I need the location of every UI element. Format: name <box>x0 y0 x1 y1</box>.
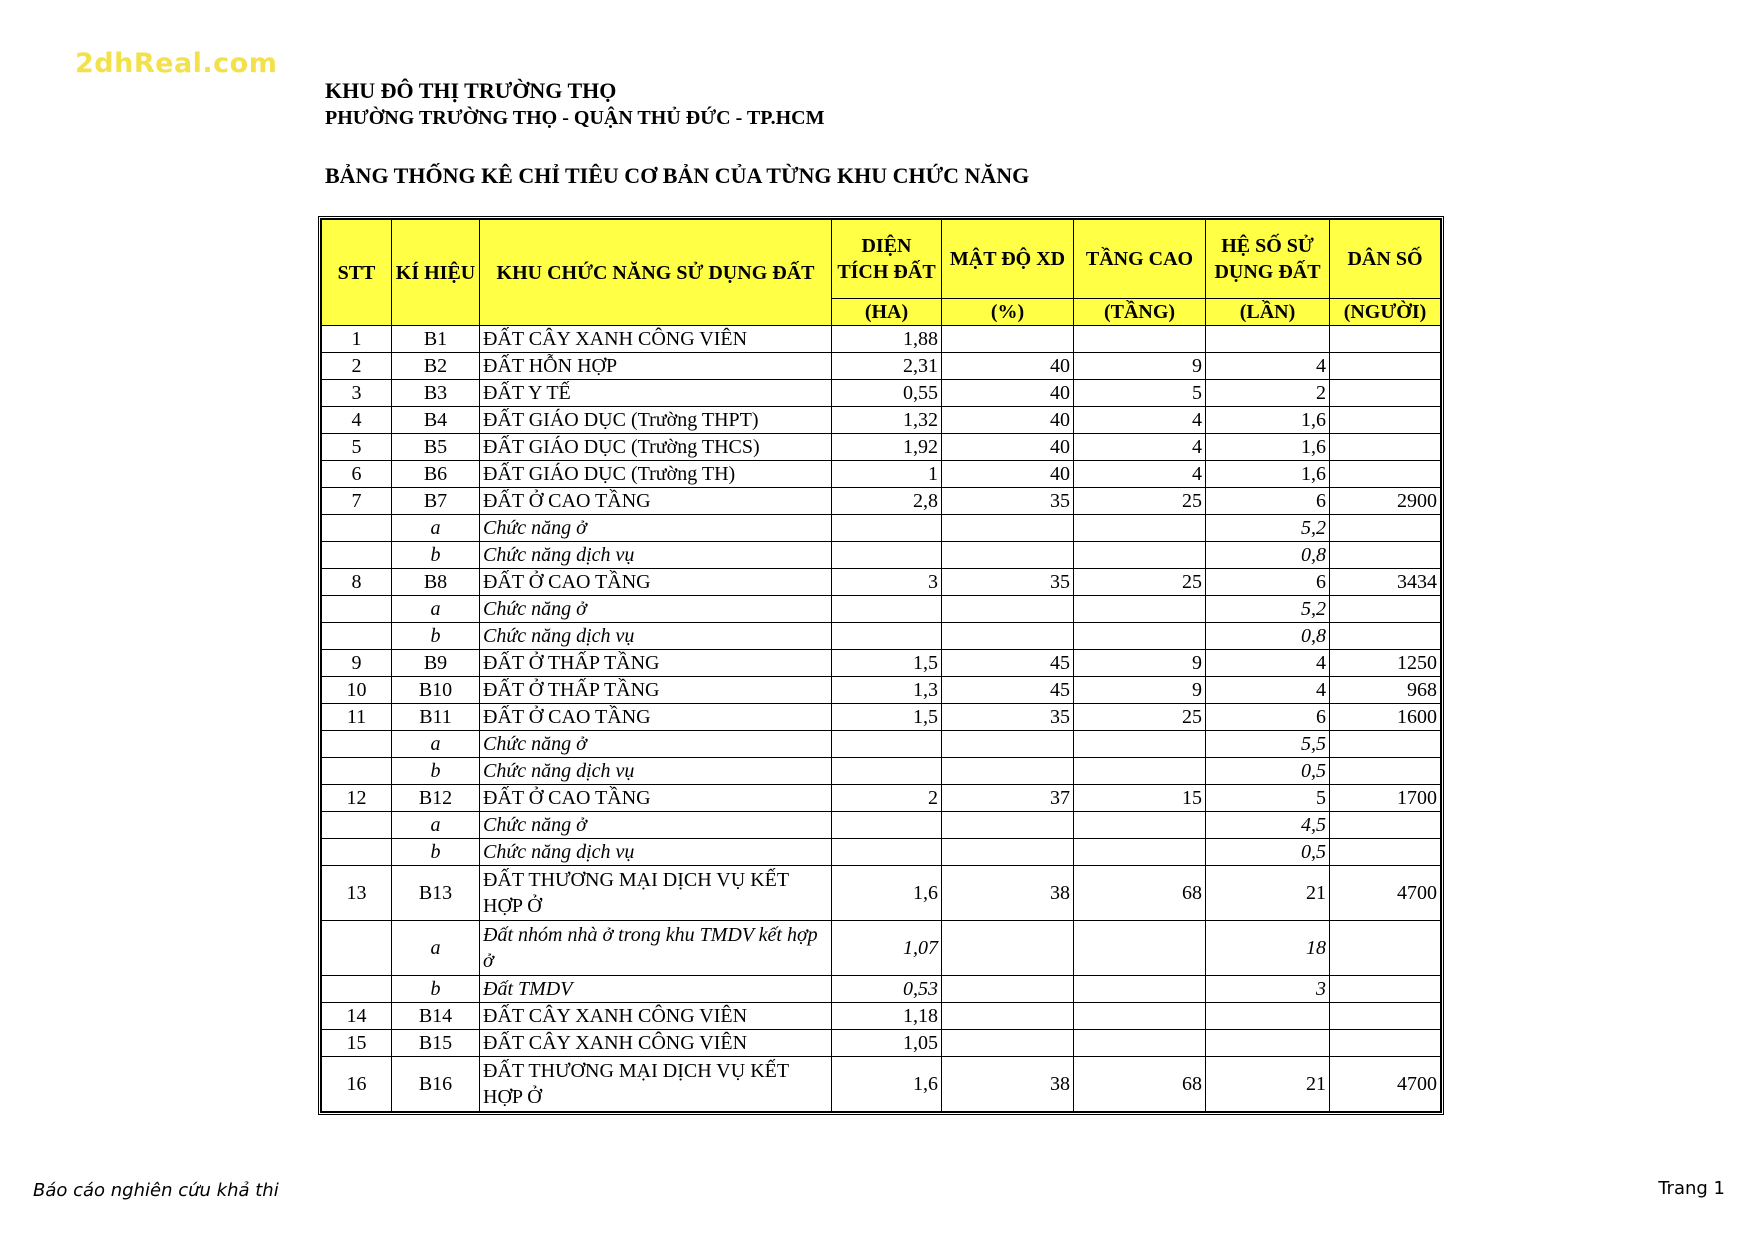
cell-khu-chuc-nang: ĐẤT Ở THẤP TẦNG <box>480 650 832 677</box>
cell-stt: 10 <box>322 677 392 704</box>
cell-tang-cao: 5 <box>1074 380 1206 407</box>
cell-dien-tich: 1,88 <box>832 326 942 353</box>
cell-khu-chuc-nang: ĐẤT GIÁO DỤC (Trường TH) <box>480 461 832 488</box>
cell-stt: 13 <box>322 866 392 921</box>
table-row <box>322 380 1441 407</box>
cell-dan-so <box>1330 353 1441 380</box>
cell-dien-tich <box>832 596 942 623</box>
cell-stt: 15 <box>322 1030 392 1057</box>
cell-dien-tich <box>832 623 942 650</box>
cell-he-so <box>1206 326 1330 353</box>
cell-he-so: 0,5 <box>1206 839 1330 866</box>
cell-tang-cao <box>1074 326 1206 353</box>
unit-tang-cao: (TẦNG) <box>1074 299 1206 326</box>
cell-tang-cao <box>1074 921 1206 976</box>
cell-dan-so <box>1330 839 1441 866</box>
cell-ki-hieu: a <box>392 731 480 758</box>
cell-khu-chuc-nang: Chức năng dịch vụ <box>480 623 832 650</box>
cell-mat-do: 35 <box>942 569 1074 596</box>
cell-ki-hieu: b <box>392 839 480 866</box>
cell-tang-cao <box>1074 812 1206 839</box>
cell-stt <box>322 758 392 785</box>
cell-he-so: 0,8 <box>1206 623 1330 650</box>
page-title: KHU ĐÔ THỊ TRƯỜNG THỌ <box>325 78 617 103</box>
table-subrow <box>322 839 1441 866</box>
cell-stt <box>322 812 392 839</box>
cell-ki-hieu: B14 <box>392 1003 480 1030</box>
cell-mat-do: 45 <box>942 677 1074 704</box>
cell-stt: 4 <box>322 407 392 434</box>
table-body <box>322 326 1441 1112</box>
cell-ki-hieu: B4 <box>392 407 480 434</box>
cell-mat-do: 38 <box>942 1057 1074 1112</box>
cell-mat-do: 40 <box>942 434 1074 461</box>
table-row <box>322 434 1441 461</box>
cell-dien-tich: 1,6 <box>832 1057 942 1112</box>
cell-tang-cao <box>1074 1003 1206 1030</box>
cell-khu-chuc-nang: ĐẤT CÂY XANH CÔNG VIÊN <box>480 326 832 353</box>
page-subtitle: PHƯỜNG TRƯỜNG THỌ - QUẬN THỦ ĐỨC - TP.HCM <box>325 107 825 129</box>
cell-dien-tich: 1,18 <box>832 1003 942 1030</box>
cell-ki-hieu: B11 <box>392 704 480 731</box>
table-row <box>322 407 1441 434</box>
cell-ki-hieu: B16 <box>392 1057 480 1112</box>
cell-stt: 2 <box>322 353 392 380</box>
cell-dan-so <box>1330 921 1441 976</box>
cell-dan-so <box>1330 812 1441 839</box>
cell-mat-do <box>942 731 1074 758</box>
cell-stt <box>322 976 392 1003</box>
cell-dien-tich: 3 <box>832 569 942 596</box>
table-subrow <box>322 515 1441 542</box>
unit-dien-tich: (HA) <box>832 299 942 326</box>
cell-mat-do: 40 <box>942 353 1074 380</box>
cell-tang-cao <box>1074 515 1206 542</box>
cell-he-so: 1,6 <box>1206 407 1330 434</box>
cell-tang-cao: 15 <box>1074 785 1206 812</box>
cell-stt: 9 <box>322 650 392 677</box>
cell-he-so: 6 <box>1206 569 1330 596</box>
cell-stt <box>322 542 392 569</box>
cell-tang-cao: 25 <box>1074 488 1206 515</box>
table-row <box>322 488 1441 515</box>
cell-dan-so <box>1330 407 1441 434</box>
cell-tang-cao <box>1074 758 1206 785</box>
cell-he-so: 4 <box>1206 353 1330 380</box>
cell-khu-chuc-nang: ĐẤT THƯƠNG MẠI DỊCH VỤ KẾT HỢP Ở <box>480 866 832 921</box>
cell-dan-so: 968 <box>1330 677 1441 704</box>
cell-dan-so: 4700 <box>1330 866 1441 921</box>
cell-dan-so: 2900 <box>1330 488 1441 515</box>
cell-stt: 12 <box>322 785 392 812</box>
cell-mat-do <box>942 623 1074 650</box>
cell-tang-cao <box>1074 731 1206 758</box>
cell-tang-cao: 4 <box>1074 407 1206 434</box>
cell-mat-do <box>942 812 1074 839</box>
cell-dan-so <box>1330 1030 1441 1057</box>
cell-he-so: 18 <box>1206 921 1330 976</box>
cell-ki-hieu: a <box>392 596 480 623</box>
cell-dan-so: 4700 <box>1330 1057 1441 1112</box>
table-row <box>322 1003 1441 1030</box>
cell-ki-hieu: b <box>392 542 480 569</box>
cell-tang-cao <box>1074 623 1206 650</box>
cell-stt: 3 <box>322 380 392 407</box>
cell-mat-do <box>942 921 1074 976</box>
cell-he-so: 5,5 <box>1206 731 1330 758</box>
cell-ki-hieu: B10 <box>392 677 480 704</box>
cell-khu-chuc-nang: ĐẤT THƯƠNG MẠI DỊCH VỤ KẾT HỢP Ở <box>480 1057 832 1112</box>
cell-he-so: 4,5 <box>1206 812 1330 839</box>
cell-dien-tich <box>832 839 942 866</box>
cell-stt: 6 <box>322 461 392 488</box>
cell-khu-chuc-nang: Chức năng ở <box>480 731 832 758</box>
table-subrow <box>322 921 1441 976</box>
cell-he-so: 21 <box>1206 1057 1330 1112</box>
header-row <box>322 220 1441 299</box>
unit-dan-so: (NGƯỜI) <box>1330 299 1441 326</box>
stats-table <box>321 219 1441 1112</box>
cell-dan-so: 1700 <box>1330 785 1441 812</box>
cell-stt <box>322 731 392 758</box>
table-row <box>322 704 1441 731</box>
cell-stt <box>322 921 392 976</box>
cell-mat-do <box>942 976 1074 1003</box>
cell-dien-tich: 1,3 <box>832 677 942 704</box>
header-tang-cao: TẦNG CAO <box>1074 220 1206 299</box>
cell-tang-cao: 9 <box>1074 677 1206 704</box>
cell-dan-so <box>1330 542 1441 569</box>
cell-ki-hieu: B9 <box>392 650 480 677</box>
unit-mat-do: (%) <box>942 299 1074 326</box>
cell-ki-hieu: B12 <box>392 785 480 812</box>
cell-tang-cao <box>1074 839 1206 866</box>
table-subrow <box>322 758 1441 785</box>
cell-khu-chuc-nang: Chức năng dịch vụ <box>480 839 832 866</box>
footer-report-label: Báo cáo nghiên cứu khả thi <box>33 1180 279 1201</box>
cell-stt: 11 <box>322 704 392 731</box>
cell-ki-hieu: b <box>392 758 480 785</box>
cell-khu-chuc-nang: ĐẤT Y TẾ <box>480 380 832 407</box>
cell-tang-cao: 25 <box>1074 704 1206 731</box>
cell-tang-cao: 9 <box>1074 353 1206 380</box>
table-subrow <box>322 623 1441 650</box>
cell-tang-cao: 9 <box>1074 650 1206 677</box>
header-stt: STT <box>322 220 392 326</box>
cell-he-so: 6 <box>1206 488 1330 515</box>
cell-dien-tich: 2 <box>832 785 942 812</box>
cell-dan-so <box>1330 596 1441 623</box>
cell-stt: 8 <box>322 569 392 596</box>
cell-dien-tich <box>832 758 942 785</box>
cell-dan-so <box>1330 515 1441 542</box>
cell-dien-tich: 1,6 <box>832 866 942 921</box>
table-row <box>322 866 1441 921</box>
cell-khu-chuc-nang: ĐẤT HỖN HỢP <box>480 353 832 380</box>
cell-tang-cao: 68 <box>1074 866 1206 921</box>
cell-ki-hieu: B7 <box>392 488 480 515</box>
cell-he-so <box>1206 1030 1330 1057</box>
cell-dan-so <box>1330 758 1441 785</box>
cell-mat-do <box>942 839 1074 866</box>
cell-khu-chuc-nang: Chức năng dịch vụ <box>480 758 832 785</box>
cell-mat-do <box>942 326 1074 353</box>
cell-khu-chuc-nang: ĐẤT CÂY XANH CÔNG VIÊN <box>480 1030 832 1057</box>
table-subrow <box>322 542 1441 569</box>
cell-he-so: 0,5 <box>1206 758 1330 785</box>
cell-tang-cao <box>1074 1030 1206 1057</box>
cell-dien-tich <box>832 731 942 758</box>
cell-mat-do: 40 <box>942 407 1074 434</box>
cell-mat-do <box>942 1030 1074 1057</box>
cell-khu-chuc-nang: ĐẤT Ở THẤP TẦNG <box>480 677 832 704</box>
cell-mat-do: 35 <box>942 488 1074 515</box>
table-row <box>322 1030 1441 1057</box>
cell-mat-do <box>942 542 1074 569</box>
table-subrow <box>322 976 1441 1003</box>
table-subrow <box>322 731 1441 758</box>
cell-dien-tich <box>832 542 942 569</box>
cell-stt <box>322 623 392 650</box>
cell-ki-hieu: B2 <box>392 353 480 380</box>
cell-dien-tich: 1,92 <box>832 434 942 461</box>
cell-dan-so: 1250 <box>1330 650 1441 677</box>
cell-mat-do <box>942 515 1074 542</box>
cell-dien-tich: 1 <box>832 461 942 488</box>
cell-tang-cao <box>1074 596 1206 623</box>
cell-khu-chuc-nang: Đất nhóm nhà ở trong khu TMDV kết hợp ở <box>480 921 832 976</box>
cell-khu-chuc-nang: Đất TMDV <box>480 976 832 1003</box>
cell-he-so: 6 <box>1206 704 1330 731</box>
table-row <box>322 569 1441 596</box>
cell-tang-cao: 25 <box>1074 569 1206 596</box>
cell-khu-chuc-nang: ĐẤT Ở CAO TẦNG <box>480 704 832 731</box>
cell-khu-chuc-nang: Chức năng ở <box>480 515 832 542</box>
cell-mat-do: 37 <box>942 785 1074 812</box>
cell-he-so <box>1206 1003 1330 1030</box>
table-row <box>322 461 1441 488</box>
table-row <box>322 785 1441 812</box>
cell-stt: 14 <box>322 1003 392 1030</box>
cell-mat-do <box>942 596 1074 623</box>
cell-mat-do <box>942 1003 1074 1030</box>
cell-dan-so: 3434 <box>1330 569 1441 596</box>
footer-page-number: Trang 1 <box>1658 1178 1725 1199</box>
cell-mat-do <box>942 758 1074 785</box>
cell-he-so: 1,6 <box>1206 461 1330 488</box>
cell-ki-hieu: B1 <box>392 326 480 353</box>
cell-stt <box>322 596 392 623</box>
cell-dan-so <box>1330 326 1441 353</box>
cell-he-so: 4 <box>1206 650 1330 677</box>
cell-dan-so <box>1330 1003 1441 1030</box>
header-khu-chuc-nang: KHU CHỨC NĂNG SỬ DỤNG ĐẤT <box>480 220 832 326</box>
header-he-so: HỆ SỐ SỬ DỤNG ĐẤT <box>1206 220 1330 299</box>
cell-dan-so <box>1330 731 1441 758</box>
cell-tang-cao <box>1074 542 1206 569</box>
cell-dien-tich: 2,8 <box>832 488 942 515</box>
cell-he-so: 5 <box>1206 785 1330 812</box>
cell-he-so: 2 <box>1206 380 1330 407</box>
cell-he-so: 21 <box>1206 866 1330 921</box>
header-dien-tich: DIỆN TÍCH ĐẤT <box>832 220 942 299</box>
cell-dien-tich: 1,05 <box>832 1030 942 1057</box>
cell-dan-so <box>1330 623 1441 650</box>
cell-tang-cao: 4 <box>1074 461 1206 488</box>
cell-khu-chuc-nang: ĐẤT CÂY XANH CÔNG VIÊN <box>480 1003 832 1030</box>
cell-he-so: 5,2 <box>1206 515 1330 542</box>
cell-mat-do: 40 <box>942 461 1074 488</box>
cell-dien-tich: 1,5 <box>832 704 942 731</box>
cell-he-so: 5,2 <box>1206 596 1330 623</box>
cell-dien-tich: 0,53 <box>832 976 942 1003</box>
cell-khu-chuc-nang: Chức năng dịch vụ <box>480 542 832 569</box>
cell-khu-chuc-nang: ĐẤT Ở CAO TẦNG <box>480 785 832 812</box>
table-subrow <box>322 812 1441 839</box>
cell-he-so: 4 <box>1206 677 1330 704</box>
cell-dan-so <box>1330 976 1441 1003</box>
cell-khu-chuc-nang: ĐẤT Ở CAO TẦNG <box>480 488 832 515</box>
cell-dan-so <box>1330 434 1441 461</box>
header-dan-so: DÂN SỐ <box>1330 220 1441 299</box>
cell-ki-hieu: B13 <box>392 866 480 921</box>
cell-he-so: 1,6 <box>1206 434 1330 461</box>
cell-dien-tich <box>832 812 942 839</box>
watermark-logo: 2dhReal.com <box>75 48 278 79</box>
cell-mat-do: 35 <box>942 704 1074 731</box>
cell-tang-cao <box>1074 976 1206 1003</box>
cell-ki-hieu: B8 <box>392 569 480 596</box>
cell-stt: 1 <box>322 326 392 353</box>
cell-dien-tich: 0,55 <box>832 380 942 407</box>
table-title: BẢNG THỐNG KÊ CHỈ TIÊU CƠ BẢN CỦA TỪNG KHU CHỨC NĂNG <box>325 163 1030 188</box>
cell-dan-so: 1600 <box>1330 704 1441 731</box>
cell-stt: 16 <box>322 1057 392 1112</box>
unit-he-so: (LẦN) <box>1206 299 1330 326</box>
cell-ki-hieu: B3 <box>392 380 480 407</box>
cell-ki-hieu: a <box>392 515 480 542</box>
cell-he-so: 3 <box>1206 976 1330 1003</box>
cell-tang-cao: 4 <box>1074 434 1206 461</box>
table-row <box>322 353 1441 380</box>
cell-khu-chuc-nang: ĐẤT GIÁO DỤC (Trường THCS) <box>480 434 832 461</box>
table-row <box>322 1057 1441 1112</box>
table-row <box>322 326 1441 353</box>
stats-table-frame <box>318 216 1444 1115</box>
cell-tang-cao: 68 <box>1074 1057 1206 1112</box>
header-ki-hieu: KÍ HIỆU <box>392 220 480 326</box>
cell-stt <box>322 839 392 866</box>
cell-stt: 5 <box>322 434 392 461</box>
cell-ki-hieu: B5 <box>392 434 480 461</box>
cell-khu-chuc-nang: ĐẤT Ở CAO TẦNG <box>480 569 832 596</box>
cell-ki-hieu: B15 <box>392 1030 480 1057</box>
cell-dan-so <box>1330 461 1441 488</box>
cell-mat-do: 40 <box>942 380 1074 407</box>
cell-he-so: 0,8 <box>1206 542 1330 569</box>
cell-dien-tich: 1,5 <box>832 650 942 677</box>
cell-ki-hieu: a <box>392 921 480 976</box>
cell-stt <box>322 515 392 542</box>
cell-dien-tich: 2,31 <box>832 353 942 380</box>
cell-ki-hieu: a <box>392 812 480 839</box>
cell-dien-tich: 1,07 <box>832 921 942 976</box>
cell-khu-chuc-nang: ĐẤT GIÁO DỤC (Trường THPT) <box>480 407 832 434</box>
cell-khu-chuc-nang: Chức năng ở <box>480 812 832 839</box>
cell-dan-so <box>1330 380 1441 407</box>
header-mat-do: MẬT ĐỘ XD <box>942 220 1074 299</box>
cell-ki-hieu: b <box>392 623 480 650</box>
table-row <box>322 650 1441 677</box>
table-subrow <box>322 596 1441 623</box>
cell-dien-tich <box>832 515 942 542</box>
table-row <box>322 677 1441 704</box>
cell-stt: 7 <box>322 488 392 515</box>
cell-mat-do: 45 <box>942 650 1074 677</box>
cell-ki-hieu: b <box>392 976 480 1003</box>
cell-khu-chuc-nang: Chức năng ở <box>480 596 832 623</box>
cell-mat-do: 38 <box>942 866 1074 921</box>
cell-dien-tich: 1,32 <box>832 407 942 434</box>
cell-ki-hieu: B6 <box>392 461 480 488</box>
